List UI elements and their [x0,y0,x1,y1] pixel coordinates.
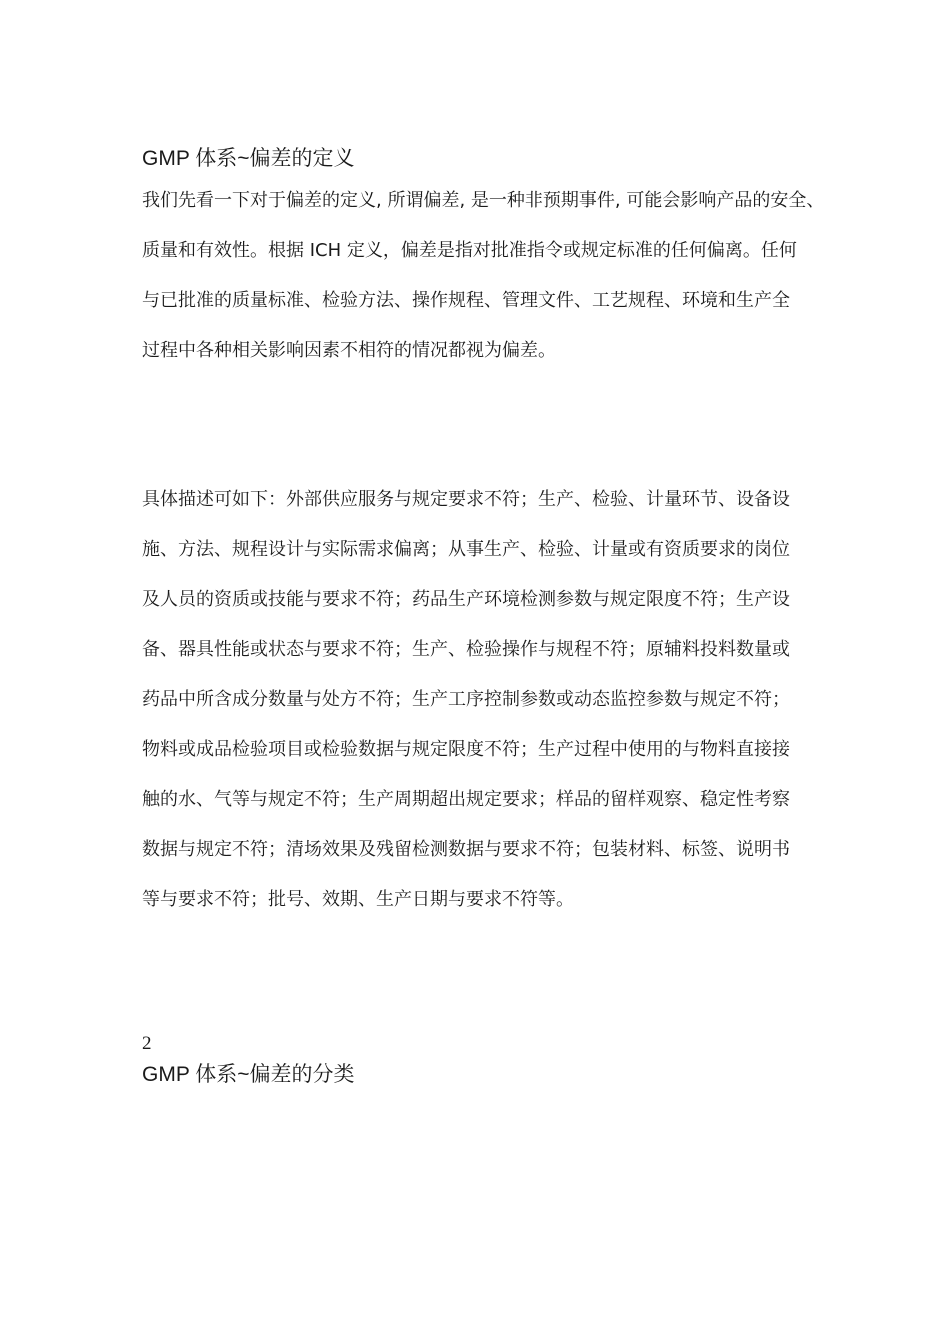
paragraph-line: 数据与规定不符；清场效果及残留检测数据与要求不符；包装材料、标签、说明书 [142,839,790,860]
paragraph-line: 过程中各种相关影响因素不相符的情况都视为偏差。 [142,340,556,361]
paragraph-line: 我们先看一下对于偏差的定义, 所谓偏差, 是一种非预期事件, 可能会影响产品的安全、 [142,190,825,211]
paragraph-line: 药品中所含成分数量与处方不符；生产工序控制参数或动态监控参数与规定不符； [142,689,790,710]
paragraph-line: 质量和有效性。根据 ICH 定义，偏差是指对批准指令或规定标准的任何偏离。任何 [142,240,797,261]
paragraph-line: 等与要求不符；批号、效期、生产日期与要求不符等。 [142,889,574,910]
paragraph-line: 触的水、气等与规定不符；生产周期超出规定要求；样品的留样观察、稳定性考察 [142,789,790,810]
description-paragraph [142,488,822,938]
paragraph-line: 具体描述可如下：外部供应服务与规定要求不符；生产、检验、计量环节、设备设 [142,489,790,510]
section-number: 2 [142,1033,152,1054]
paragraph-line: 及人员的资质或技能与要求不符；药品生产环境检测参数与规定限度不符；生产设 [142,589,790,610]
paragraph-line: 备、器具性能或状态与要求不符；生产、检验操作与规程不符；原辅料投料数量或 [142,639,790,660]
paragraph-line: 与已批准的质量标准、检验方法、操作规程、管理文件、工艺规程、环境和生产全 [142,290,790,311]
paragraph-line: 物料或成品检验项目或检验数据与规定限度不符；生产过程中使用的与物料直接接 [142,739,790,760]
section-heading-classification: GMP 体系~偏差的分类 [142,1063,355,1086]
definition-paragraph [142,189,825,389]
section-heading-definition: GMP 体系~偏差的定义 [142,147,355,170]
paragraph-line: 施、方法、规程设计与实际需求偏离；从事生产、检验、计量或有资质要求的岗位 [142,539,790,560]
